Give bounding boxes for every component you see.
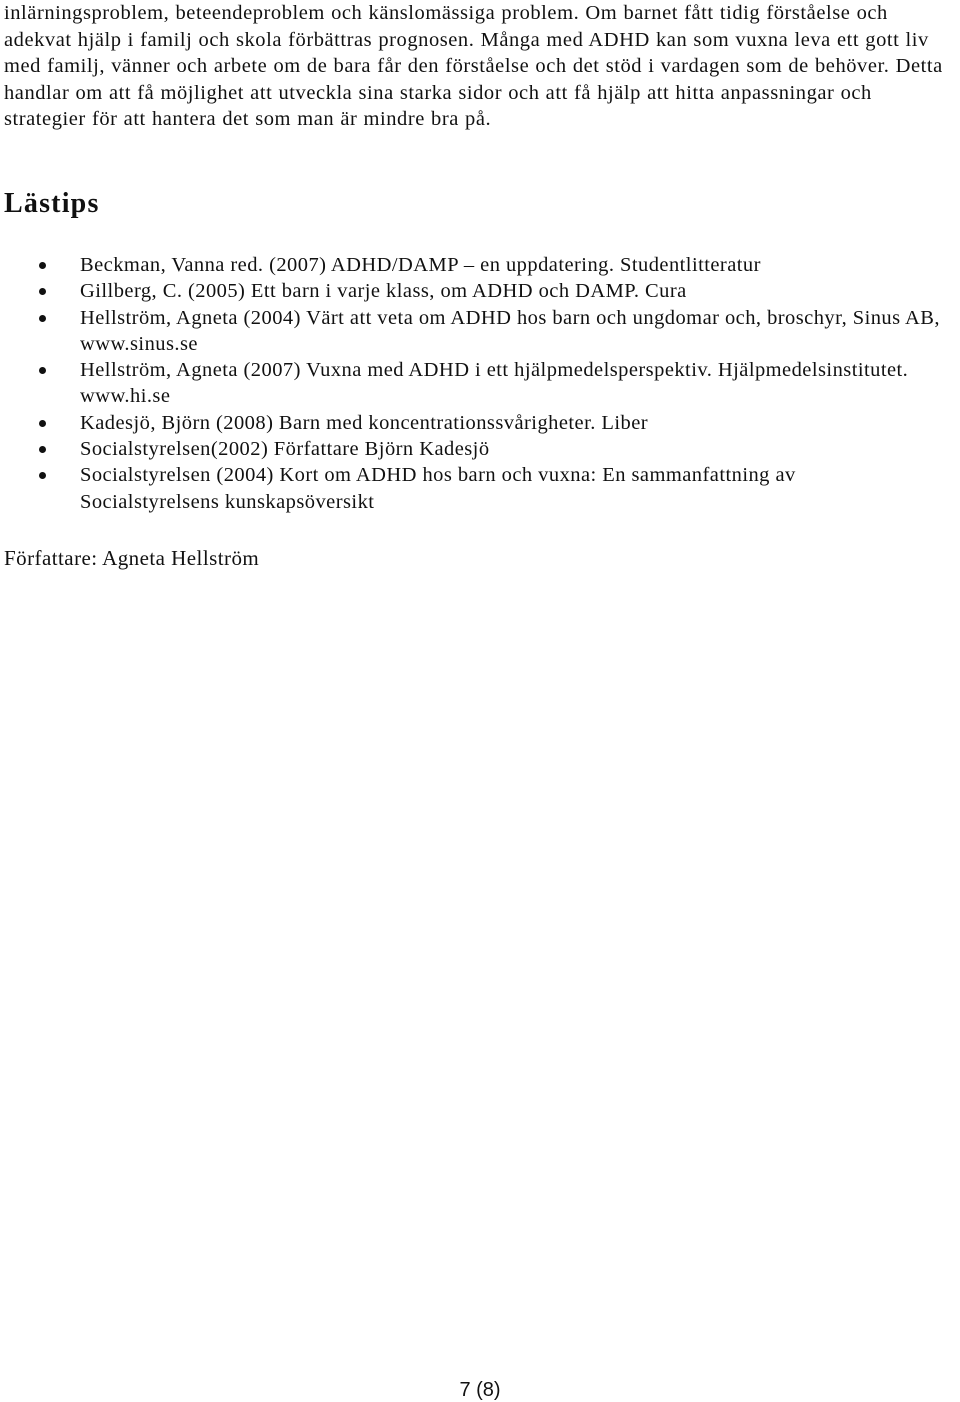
bullet-icon <box>39 288 46 295</box>
bullet-icon <box>39 315 46 322</box>
bullet-icon <box>39 472 46 479</box>
reading-tip-text: Socialstyrelsen (2004) Kort om ADHD hos barn och vuxna: En sammanfattning av Socialstyrelsens kunskapsöversikt <box>80 464 796 513</box>
reading-tips-heading: Lästips <box>4 188 100 219</box>
reading-tip-text: Hellström, Agneta (2004) Värt att veta om ADHD hos barn och ungdomar och, broschyr, Sinus AB, www.sinus.se <box>80 306 940 355</box>
bullet-icon <box>39 446 46 453</box>
reading-tip-item <box>0 357 960 410</box>
reading-tip-text: Gillberg, C. (2005) Ett barn i varje klass, om ADHD och DAMP. Cura <box>80 280 687 303</box>
reading-tip-item <box>0 462 960 515</box>
reading-tips-list <box>0 252 960 515</box>
reading-tip-text: Socialstyrelsen(2002) Författare Björn Kadesjö <box>80 438 490 461</box>
author-line: Författare: Agneta Hellström <box>4 546 260 570</box>
bullet-icon <box>39 420 46 427</box>
page-number: 7 (8) <box>459 1379 501 1401</box>
bullet-icon <box>39 262 46 269</box>
reading-tip-item <box>0 305 960 358</box>
bullet-icon <box>39 367 46 374</box>
reading-tip-item <box>0 410 960 436</box>
reading-tip-text: Beckman, Vanna red. (2007) ADHD/DAMP – en uppdatering. Studentlitteratur <box>80 254 761 276</box>
reading-tip-item <box>0 436 960 462</box>
reading-tip-item <box>0 252 960 278</box>
intro-paragraph: inlärningsproblem, beteendeproblem och känslomässiga problem. Om barnet fått tidig förståelse och adekvat hjälp i familj och skola förbättras prognosen. Många med ADHD kan som vuxna leva ett gott liv med familj, vänner och arbete om de bara får den förståelse och det stöd i vardagen som de behöver. Detta handlar om att få möjlighet att utveckla sina starka sidor och att få hjälp att hitta anpassningar och strategier för att hantera det som man är mindre bra på. <box>4 2 943 131</box>
reading-tip-text: Hellström, Agneta (2007) Vuxna med ADHD i ett hjälpmedelsperspektiv. Hjälpmedelsinstitutet. www.hi.se <box>80 359 909 408</box>
reading-tip-text: Kadesjö, Björn (2008) Barn med koncentrationssvårigheter. Liber <box>80 411 649 434</box>
reading-tip-item <box>0 278 960 304</box>
